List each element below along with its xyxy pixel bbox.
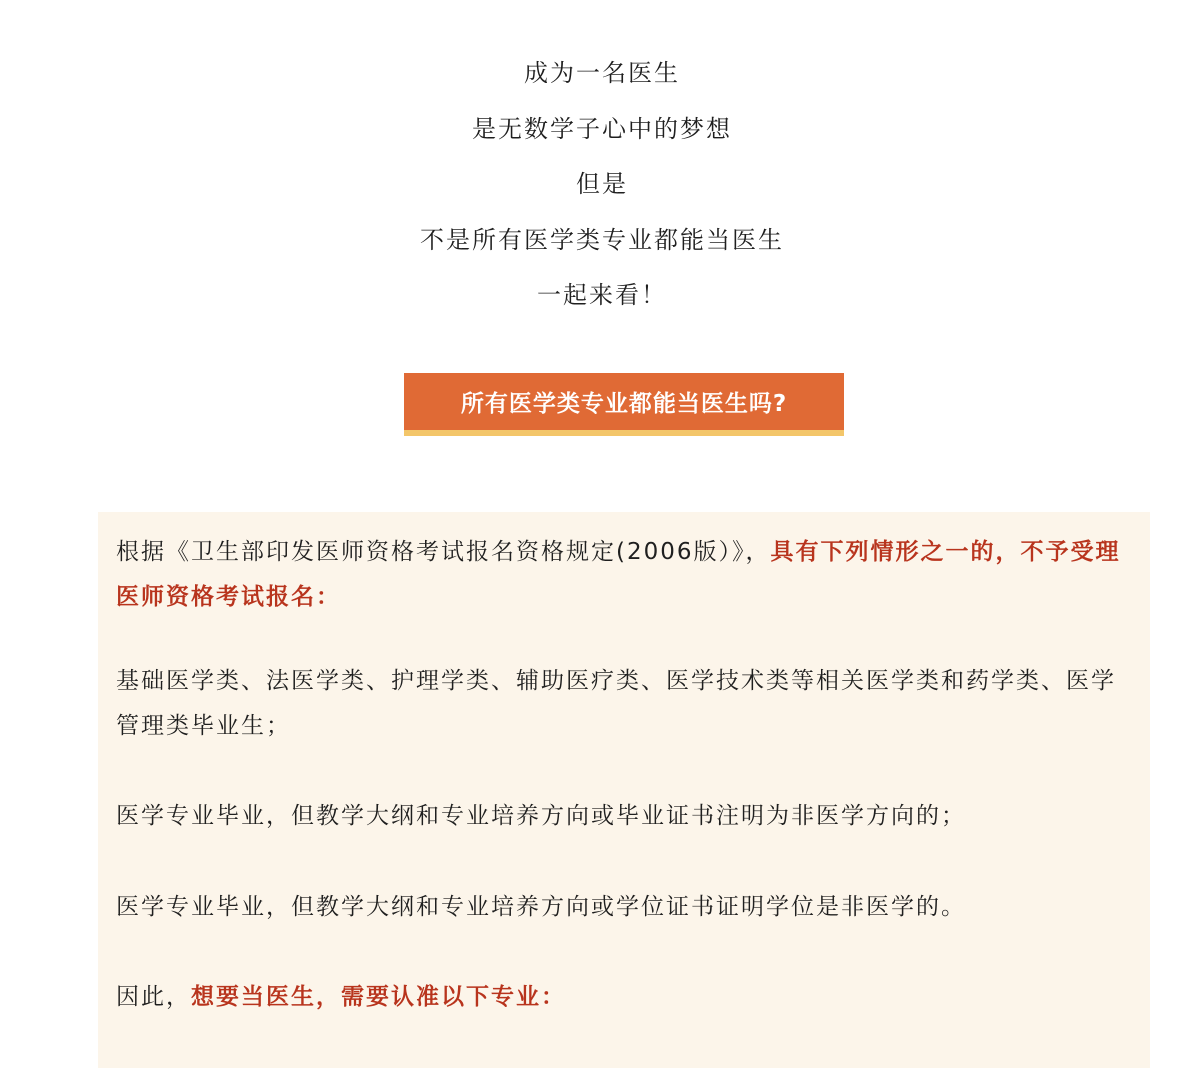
intro-block xyxy=(0,46,1204,324)
conclusion-paragraph xyxy=(116,975,1136,1020)
regulation-highlight-text: 具有下列情形之一的，不予受理医师资格考试报名： xyxy=(116,539,1121,610)
conclusion-intro-text: 因此， xyxy=(116,984,191,1010)
intro-line-3: 但是 xyxy=(576,170,628,198)
case-2-paragraph: 医学专业毕业，但教学大纲和专业培养方向或毕业证书注明为非医学方向的； xyxy=(116,803,966,829)
section-title-text: 所有医学类专业都能当医生吗? xyxy=(460,391,788,417)
intro-line-5: 一起来看！ xyxy=(537,281,667,309)
section-title-banner xyxy=(404,373,844,436)
conclusion-highlight-text: 想要当医生，需要认准以下专业： xyxy=(191,984,566,1010)
info-card xyxy=(98,512,1150,1068)
intro-line-2: 是无数学子心中的梦想 xyxy=(472,114,732,143)
regulation-intro-text: 根据《卫生部印发医师资格考试报名资格规定(2006版）》， xyxy=(116,539,771,565)
intro-line-1: 成为一名医生 xyxy=(524,59,680,87)
case-1-paragraph: 基础医学类、法医学类、护理学类、辅助医疗类、医学技术类等相关医学类和药学类、医学管理类毕业生； xyxy=(116,668,1116,739)
regulation-paragraph xyxy=(116,530,1136,620)
case-3-paragraph: 医学专业毕业，但教学大纲和专业培养方向或学位证书证明学位是非医学的。 xyxy=(116,894,966,920)
intro-line-4: 不是所有医学类专业都能当医生 xyxy=(420,225,784,254)
